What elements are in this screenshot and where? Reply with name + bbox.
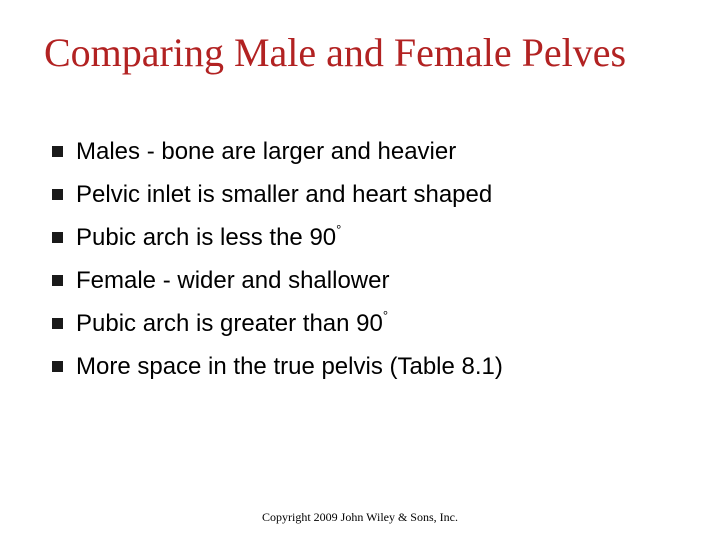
- square-bullet-icon: [52, 318, 63, 329]
- square-bullet-icon: [52, 189, 63, 200]
- square-bullet-icon: [52, 275, 63, 286]
- square-bullet-icon: [52, 232, 63, 243]
- bullet-text: Pelvic inlet is smaller and heart shaped: [76, 181, 493, 208]
- square-bullet-icon: [52, 146, 63, 157]
- bullet-text: Pubic arch is less the 90°: [76, 222, 342, 251]
- slide-title: Comparing Male and Female Pelves: [44, 30, 627, 75]
- square-bullet-icon: [52, 361, 63, 372]
- bullet-text: More space in the true pelvis (Table 8.1): [76, 353, 503, 380]
- bullet-text: Female - wider and shallower: [76, 267, 390, 294]
- bullet-text: Pubic arch is greater than 90°: [76, 308, 389, 337]
- degree-symbol: °: [382, 308, 389, 323]
- degree-symbol: °: [336, 222, 342, 237]
- copyright-footer: Copyright 2009 John Wiley & Sons, Inc.: [262, 510, 458, 524]
- bullet-text: Males - bone are larger and heavier: [76, 138, 457, 165]
